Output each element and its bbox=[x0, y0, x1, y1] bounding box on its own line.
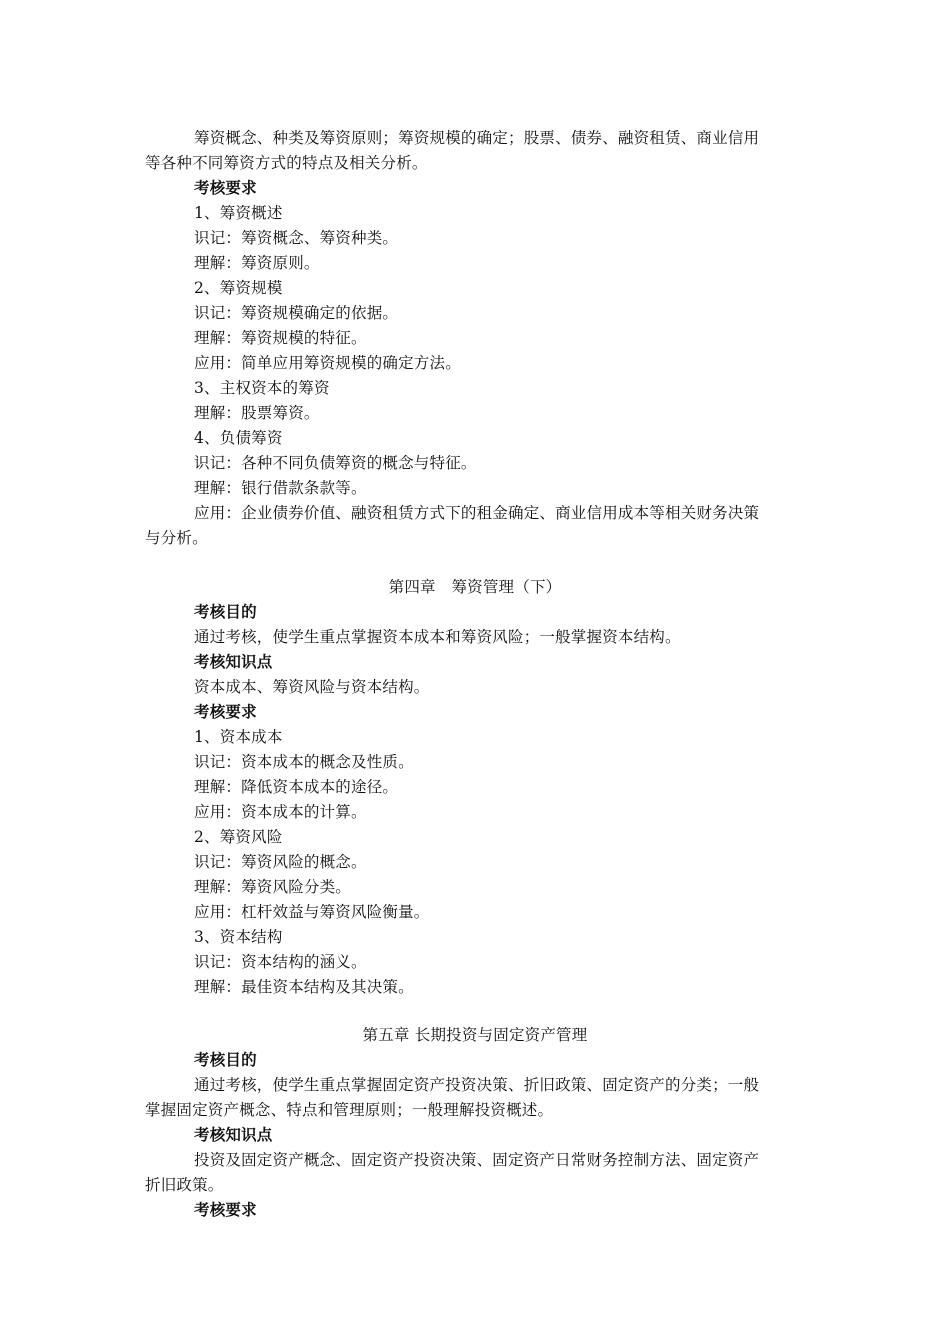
list-item: 识记：筹资风险的概念。 bbox=[194, 853, 367, 871]
list-item: 理解：银行借款条款等。 bbox=[194, 479, 367, 497]
list-item: 应用：企业债券价值、融资租赁方式下的租金确定、商业信用成本等相关财务决策 bbox=[194, 504, 760, 522]
knowledge-text: 资本成本、筹资风险与资本结构。 bbox=[194, 678, 430, 696]
purpose-text: 通过考核，使学生重点掌握资本成本和筹资风险；一般掌握资本结构。 bbox=[194, 628, 681, 646]
purpose-text: 通过考核，使学生重点掌握固定资产投资决策、折旧政策、固定资产的分类；一般 bbox=[194, 1076, 760, 1094]
purpose-heading: 考核目的 bbox=[194, 1051, 257, 1069]
list-item: 3、资本结构 bbox=[194, 928, 283, 946]
list-item: 应用：简单应用筹资规模的确定方法。 bbox=[194, 354, 461, 372]
list-item: 应用：杠杆效益与筹资风险衡量。 bbox=[194, 903, 430, 921]
requirements-heading: 考核要求 bbox=[194, 179, 257, 197]
chapter-5-title: 第五章 长期投资与固定资产管理 bbox=[362, 1026, 588, 1044]
list-item: 与分析。 bbox=[145, 529, 208, 547]
chapter-4-title: 第四章 筹资管理（下） bbox=[388, 578, 562, 596]
list-item: 理解：筹资风险分类。 bbox=[194, 878, 352, 896]
list-item: 理解：筹资规模的特征。 bbox=[194, 329, 367, 347]
requirements-heading: 考核要求 bbox=[194, 1201, 257, 1219]
list-item: 识记：各种不同负债筹资的概念与特征。 bbox=[194, 454, 477, 472]
purpose-heading: 考核目的 bbox=[194, 603, 257, 621]
paragraph-line: 筹资概念、种类及筹资原则；筹资规模的确定；股票、债券、融资租赁、商业信用 bbox=[194, 129, 760, 147]
knowledge-heading: 考核知识点 bbox=[194, 653, 273, 671]
list-item: 4、负债筹资 bbox=[194, 429, 283, 447]
list-item: 理解：筹资原则。 bbox=[194, 254, 320, 272]
paragraph-line: 等各种不同筹资方式的特点及相关分析。 bbox=[145, 154, 428, 172]
knowledge-heading: 考核知识点 bbox=[194, 1126, 273, 1144]
list-item: 1、资本成本 bbox=[194, 728, 283, 746]
list-item: 2、筹资规模 bbox=[194, 279, 283, 297]
list-item: 应用：资本成本的计算。 bbox=[194, 803, 367, 821]
purpose-text: 掌握固定资产概念、特点和管理原则；一般理解投资概述。 bbox=[145, 1101, 554, 1119]
list-item: 识记：筹资规模确定的依据。 bbox=[194, 304, 399, 322]
list-item: 识记：资本成本的概念及性质。 bbox=[194, 753, 414, 771]
list-item: 2、筹资风险 bbox=[194, 828, 283, 846]
list-item: 3、主权资本的筹资 bbox=[194, 379, 330, 397]
knowledge-text: 投资及固定资产概念、固定资产投资决策、固定资产日常财务控制方法、固定资产 bbox=[194, 1151, 760, 1169]
list-item: 理解：最佳资本结构及其决策。 bbox=[194, 978, 414, 996]
list-item: 识记：资本结构的涵义。 bbox=[194, 953, 367, 971]
requirements-heading: 考核要求 bbox=[194, 703, 257, 721]
list-item: 理解：股票筹资。 bbox=[194, 404, 320, 422]
list-item: 理解：降低资本成本的途径。 bbox=[194, 778, 399, 796]
list-item: 1、筹资概述 bbox=[194, 204, 283, 222]
knowledge-text: 折旧政策。 bbox=[145, 1176, 224, 1194]
list-item: 识记：筹资概念、筹资种类。 bbox=[194, 229, 399, 247]
